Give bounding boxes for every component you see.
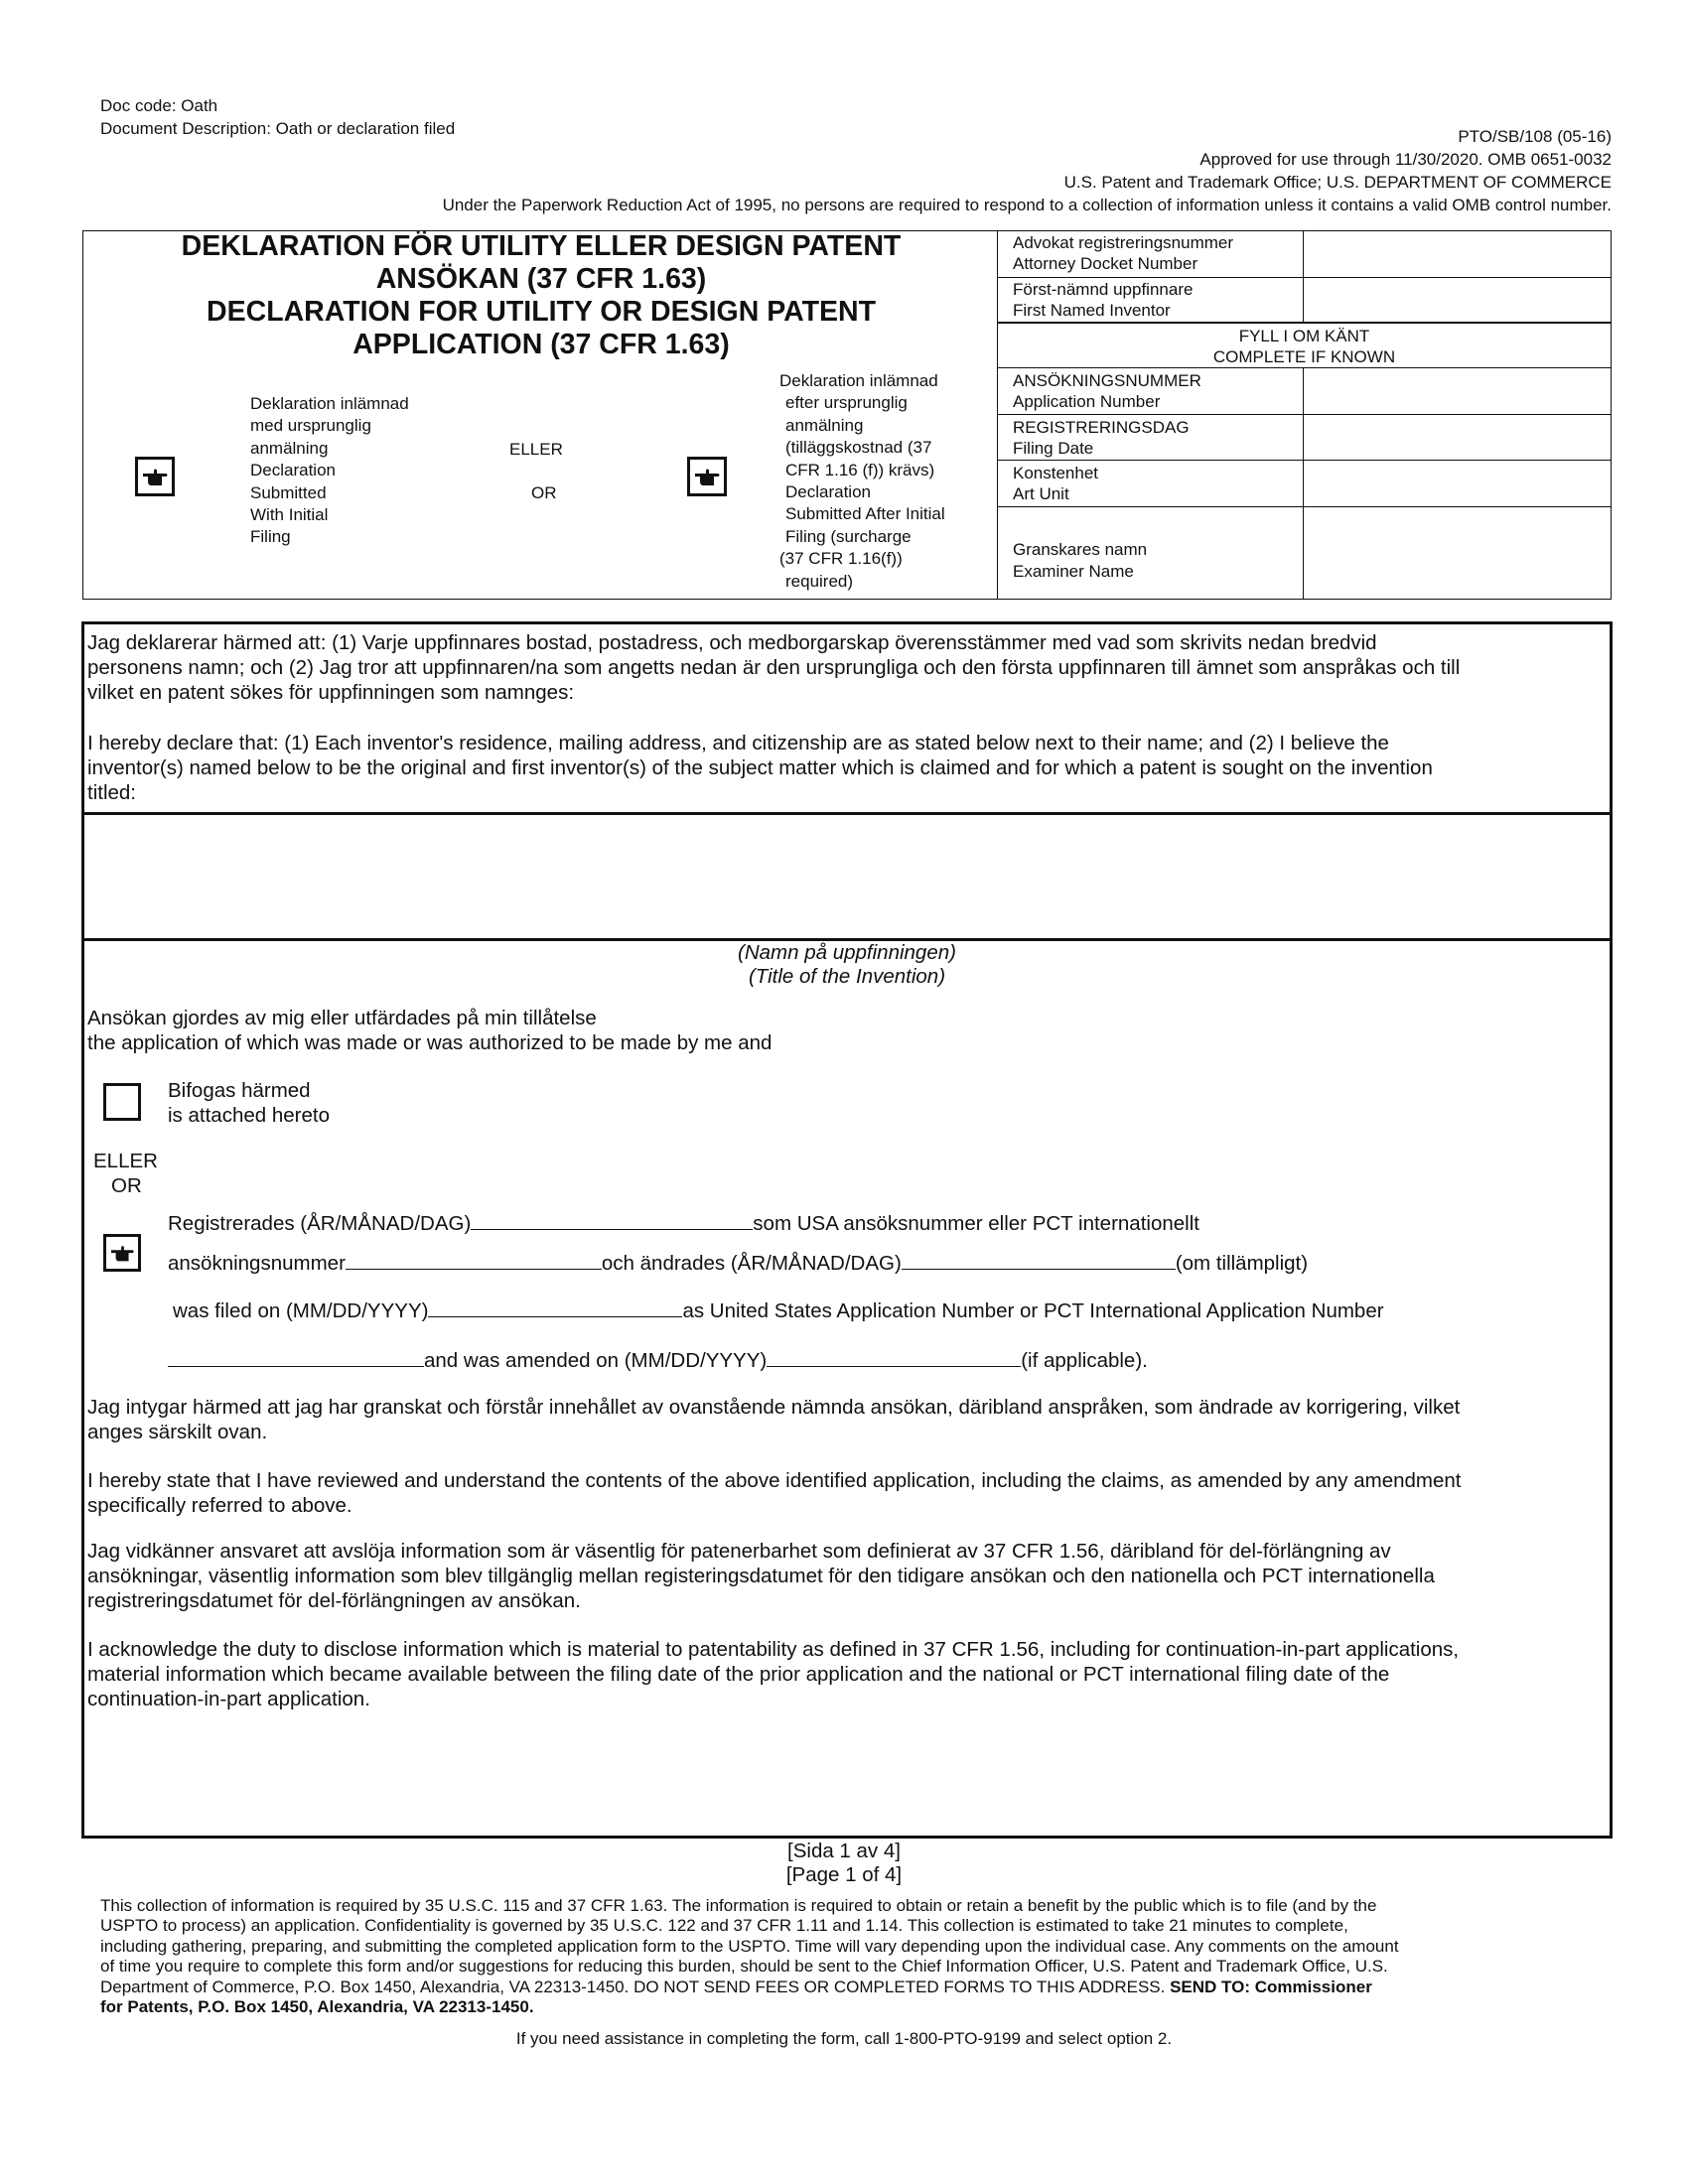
amended-date-en-blank[interactable] [767,1346,1021,1367]
art-unit-field[interactable] [1307,464,1605,503]
filed-date-sv-blank[interactable] [471,1209,753,1230]
attorney-docket-field[interactable] [1307,234,1605,274]
filing-date-label: REGISTRERINGSDAG Filing Date [1013,418,1190,458]
filing-date-field[interactable] [1307,418,1605,458]
declaration-after-label: Deklaration inlämnad efter ursprunglig anmälning (tilläggskostnad (37 CFR 1.16 (f)) krävs) Declaration Submitted After Initial Filing (surcharge (37 CFR 1.16(f)) required) [779,371,945,591]
filed-line-en-2: and was amended on (MM/DD/YYYY) (if applicable). [168,1346,1148,1373]
office-name: U.S. Patent and Trademark Office; U.S. DEPARTMENT OF COMMERCE [1063,173,1612,192]
pointing-hand-icon [110,1242,136,1266]
invention-title-caption: (Namn på uppfinningen) (Title of the Invention) [738,941,956,988]
filed-line-sv-1: Registrerades (ÅR/MÅNAD/DAG) som USA ansöksnummer eller PCT internationellt [168,1209,1199,1236]
was-filed-checkbox[interactable] [103,1234,141,1272]
duty-statement-en: I acknowledge the duty to disclose information which is material to patentability as defined in 37 CFR 1.56, including for continuation-in-part applications, material information which became available between the filing date of the prior application and the national or PCT international filing date of the continuation-in-part application. [87,1638,1460,1710]
application-authorized-text: Ansökan gjordes av mig eller utfärdades på min tillåtelse the application of which was made or was authorized to be made by me and [87,1007,773,1054]
title-line-1: DEKLARATION FÖR UTILITY ELLER DESIGN PATENT [181,230,902,262]
application-number-field[interactable] [1307,371,1605,411]
amended-date-sv-blank[interactable] [902,1249,1176,1270]
duty-statement-sv: Jag vidkänner ansvaret att avslöja information som är väsentlig för patenerbarhet som definierat av 37 CFR 1.56, däribland för del-förlängning av ansökningar, väsentlig information som blev tillgänglig mellan registeringsdatumet för den tidigare ansökan och den nationella och PCT internationella registreringsdatumet för del-förlängningen av ansökan. [87,1540,1435,1612]
paperwork-notice: Under the Paperwork Reduction Act of 1995, no persons are required to respond to a collection of information unless it contains a valid OMB control number. [442,196,1612,214]
attached-hereto-checkbox[interactable] [103,1083,141,1121]
examiner-name-label: Granskares namn Examiner Name [1013,540,1148,581]
form-title [109,230,973,361]
filed-line-en-1: was filed on (MM/DD/YYYY) as United States Application Number or PCT International Application Number [173,1297,1384,1323]
or-label-en: OR [531,483,557,502]
attached-hereto-label: Bifogas härmed is attached hereto [168,1079,330,1127]
doc-code: Doc code: Oath [100,96,218,115]
title-line-4: APPLICATION (37 CFR 1.63) [352,329,730,360]
assistance-note: If you need assistance in completing the form, call 1-800-PTO-9199 and select option 2. [515,2029,1173,2048]
title-line-2: ANSÖKAN (37 CFR 1.63) [375,263,707,295]
application-number-en-blank[interactable] [168,1346,424,1367]
examiner-name-field[interactable] [1307,510,1605,596]
declaration-after-checkbox[interactable] [687,457,727,496]
title-line-3: DECLARATION FOR UTILITY OR DESIGN PATENT [207,296,876,328]
review-statement-sv: Jag intygar härmed att jag har granskat och förstår innehållet av ovanstående nämnda ansökan, däribland anspråken, som ändrade av korrigering, vilket anges särskilt ovan. [87,1396,1461,1443]
or-divider-label: ELLER OR [93,1150,158,1197]
application-number-sv-blank[interactable] [346,1249,602,1270]
first-inventor-field[interactable] [1307,281,1605,321]
doc-description: Document Description: Oath or declaration filed [100,119,456,138]
pointing-hand-icon [142,465,170,490]
declaration-initial-label: Deklaration inlämnad med ursprunglig anmälning Declaration Submitted With Initial Filing [250,394,409,547]
declaration-text-en: I hereby declare that: (1) Each inventor's residence, mailing address, and citizenship are as stated below next to their name; and (2) I believe the inventor(s) named below to be the original and first inventor(s) of the subject matter which is claimed and for which a patent is sought on the invention titled: [87,732,1433,804]
invention-title-field[interactable] [89,820,1605,931]
filed-date-en-blank[interactable] [428,1297,682,1317]
first-inventor-label: Först-nämnd uppfinnare First Named Inventor [1013,280,1194,320]
page-number: [Sida 1 av 4] [Page 1 of 4] [785,1840,903,1886]
form-number: PTO/SB/108 (05-16) [1458,127,1612,146]
art-unit-label: Konstenhet Art Unit [1013,464,1099,503]
declaration-initial-checkbox[interactable] [135,457,175,496]
pointing-hand-icon [694,465,722,490]
or-label-sv: ELLER [509,440,563,459]
review-statement-en: I hereby state that I have reviewed and understand the contents of the above identified application, including the claims, as amended by any amendment specifically referred to above. [87,1469,1462,1517]
application-number-label: ANSÖKNINGSNUMMER Application Number [1013,371,1201,411]
approval-notice: Approved for use through 11/30/2020. OMB 0651-0032 [1199,150,1612,169]
attorney-docket-label: Advokat registreringsnummer Attorney Docket Number [1013,233,1234,273]
complete-if-known-header: FYLL I OM KÄNT COMPLETE IF KNOWN [1212,327,1396,366]
filed-line-sv-2: ansökningsnummer och ändrades (ÅR/MÅNAD/DAG) (om tillämpligt) [168,1249,1308,1276]
burden-statement: This collection of information is required by 35 U.S.C. 115 and 37 CFR 1.63. The information is required to obtain or retain a benefit by the public which is to file (and by the USPTO to process) an application. Confidentiality is governed by 35 U.S.C. 122 and 37 CFR 1.11 and 1.14. This collection is estimated to take 21 minutes to complete, including gathering, preparing, and submitting the completed application form to the USPTO. Time will vary depending upon the individual case. Any comments on the amount of time you require to complete this form and/or suggestions for reducing this burden, should be sent to the Chief Information Officer, U.S. Patent and Trademark Office, U.S. Department of Commerce, P.O. Box 1450, Alexandria, VA 22313-1450. DO NOT SEND FEES OR COMPLETED FORMS TO THIS ADDRESS. SEND TO: Commissioner for Patents, P.O. Box 1450, Alexandria, VA 22313-1450. [100,1896,1399,2017]
declaration-text-sv: Jag deklarerar härmed att: (1) Varje uppfinnares bostad, postadress, och medborgarskap överensstämmer med vad som skrivits nedan bredvid personens namn; och (2) Jag tror att uppfinnaren/na som angetts nedan är den ursprungliga och den första uppfinnaren till ämnet som anspråkas och till vilket en patent sökes för uppfinningen som namnges: [87,631,1461,704]
